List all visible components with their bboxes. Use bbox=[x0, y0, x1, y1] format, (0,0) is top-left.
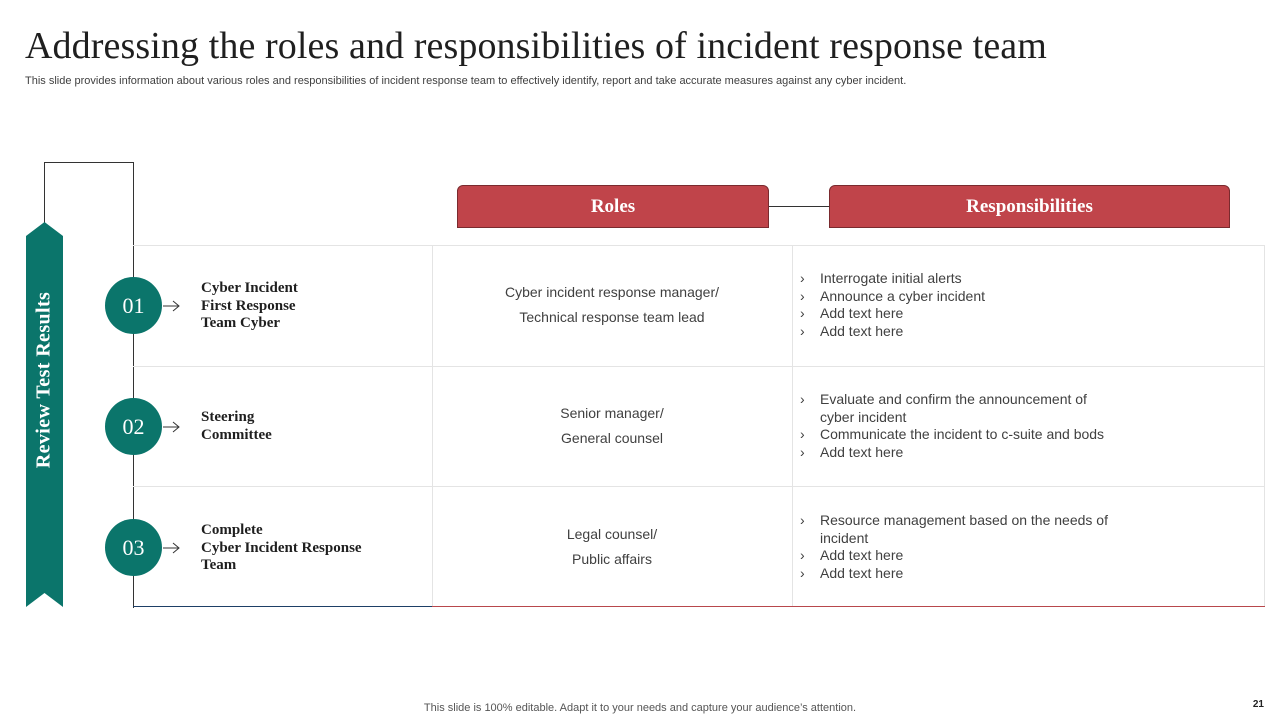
column-divider bbox=[792, 246, 793, 607]
responsibility-list bbox=[800, 512, 1120, 582]
row-number-circle: 01 bbox=[105, 277, 162, 334]
row-number-circle: 03 bbox=[105, 519, 162, 576]
table-bottom-line-red bbox=[432, 606, 1265, 607]
list-item: › Add text here bbox=[800, 305, 904, 322]
chevron-right-icon: › bbox=[800, 564, 805, 581]
responsibility-list bbox=[800, 391, 1120, 461]
page-number: 21 bbox=[1252, 699, 1264, 710]
slide-title: Addressing the roles and responsibilities of incident response team bbox=[25, 25, 1047, 67]
team-name: Steering Committee bbox=[201, 409, 272, 443]
list-item: › Announce a cyber incident bbox=[800, 287, 985, 304]
list-item: › Interrogate initial alerts bbox=[800, 270, 962, 286]
team-name: Complete Cyber Incident Response Team bbox=[201, 522, 362, 573]
arrow-right-icon bbox=[163, 541, 181, 555]
roles-header: Roles bbox=[457, 185, 769, 228]
slide-subtitle: This slide provides information about various roles and responsibilities of incident response team to effectively identify, report and take accurate measures against any cyber incident. bbox=[25, 75, 907, 87]
bracket-top-line bbox=[44, 162, 133, 163]
chevron-right-icon: › bbox=[800, 512, 805, 528]
responsibility-list bbox=[800, 270, 1240, 340]
arrow-right-icon bbox=[163, 420, 181, 434]
arrow-right-icon bbox=[163, 299, 181, 313]
team-name: Cyber Incident First Response Team Cyber bbox=[201, 280, 298, 331]
chevron-right-icon: › bbox=[800, 391, 805, 407]
responsibilities-header: Responsibilities bbox=[829, 185, 1230, 228]
role-text: Legal counsel/ Public affairs bbox=[566, 526, 658, 567]
bracket-left-line bbox=[44, 162, 45, 224]
chevron-right-icon: › bbox=[800, 287, 805, 304]
slide-footer: This slide is 100% editable. Adapt it to your needs and capture your audience’s attention. bbox=[423, 702, 857, 714]
chevron-right-icon: › bbox=[800, 443, 805, 460]
chevron-right-icon: › bbox=[800, 322, 805, 339]
role-text: Cyber incident response manager/ Technical response team lead bbox=[504, 284, 719, 325]
role-text: Senior manager/ General counsel bbox=[560, 405, 664, 446]
list-item: › Communicate the incident to c-suite and bods bbox=[800, 426, 1105, 443]
header-connector-line bbox=[769, 206, 829, 207]
chevron-right-icon: › bbox=[800, 305, 805, 322]
list-item: › Add text here bbox=[800, 564, 904, 581]
chevron-right-icon: › bbox=[800, 547, 805, 564]
list-item: › Resource management based on the needs of incident bbox=[800, 512, 1108, 546]
list-item: › Add text here bbox=[800, 547, 904, 564]
side-ribbon-label: Review Test Results bbox=[32, 291, 55, 469]
row-number-circle: 02 bbox=[105, 398, 162, 455]
list-item: › Evaluate and confirm the announcement of cyber incident bbox=[800, 391, 1087, 425]
list-item: › Add text here bbox=[800, 322, 904, 339]
table-bottom-line-blue bbox=[133, 606, 432, 607]
chevron-right-icon: › bbox=[800, 270, 805, 286]
list-item: › Add text here bbox=[800, 443, 904, 460]
chevron-right-icon: › bbox=[800, 426, 805, 443]
